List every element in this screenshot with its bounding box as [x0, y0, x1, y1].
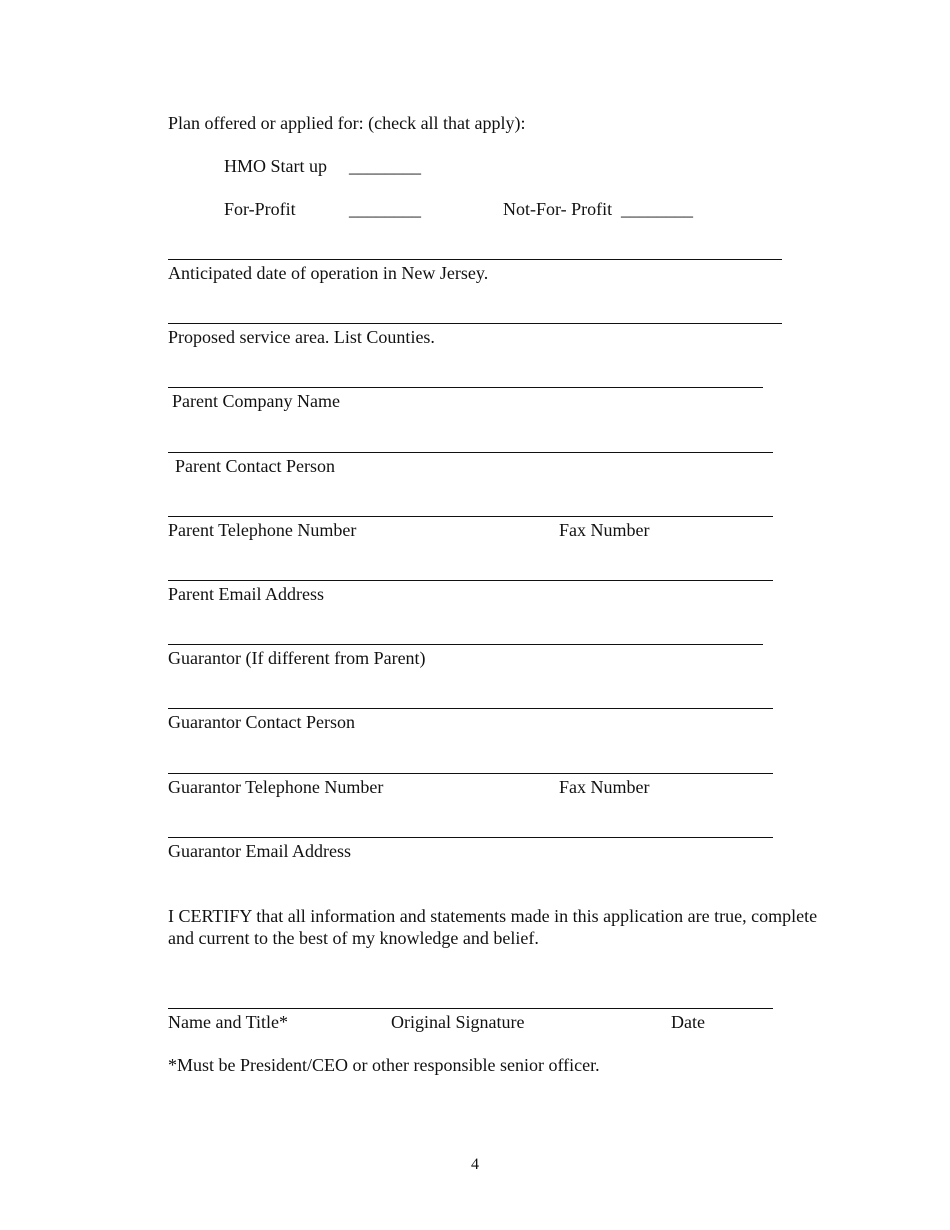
parent-email-label: Parent Email Address [168, 584, 324, 604]
parent-company-field[interactable] [168, 387, 763, 388]
anticipated-date-label: Anticipated date of operation in New Jersey. [168, 263, 489, 283]
parent-fax-label: Fax Number [559, 520, 650, 540]
parent-phone-label: Parent Telephone Number [168, 520, 357, 540]
original-signature-label: Original Signature [391, 1012, 525, 1032]
service-area-field[interactable] [168, 323, 782, 324]
parent-contact-label: Parent Contact Person [175, 456, 335, 476]
parent-contact-field[interactable] [168, 452, 773, 453]
guarantor-email-label: Guarantor Email Address [168, 841, 351, 861]
not-for-profit-label: Not-For- Profit [503, 199, 613, 219]
hmo-startup-blank[interactable]: ________ [349, 156, 421, 176]
parent-phone-field[interactable] [168, 516, 773, 517]
parent-email-field[interactable] [168, 580, 773, 581]
signature-field[interactable] [168, 1008, 773, 1009]
guarantor-label: Guarantor (If different from Parent) [168, 648, 426, 668]
page-number: 4 [471, 1156, 479, 1173]
guarantor-email-field[interactable] [168, 837, 773, 838]
hmo-startup-label: HMO Start up [224, 156, 327, 176]
for-profit-blank[interactable]: ________ [349, 199, 421, 219]
certification-statement: I CERTIFY that all information and statements made in this application are true, complete and current to the best of my knowledge and belief. [168, 906, 818, 948]
plan-heading: Plan offered or applied for: (check all that apply): [168, 113, 526, 133]
guarantor-fax-label: Fax Number [559, 777, 650, 797]
for-profit-label: For-Profit [224, 199, 296, 219]
guarantor-contact-field[interactable] [168, 708, 773, 709]
name-title-label: Name and Title* [168, 1012, 288, 1032]
guarantor-phone-label: Guarantor Telephone Number [168, 777, 384, 797]
officer-footnote: *Must be President/CEO or other responsible senior officer. [168, 1055, 600, 1075]
guarantor-phone-field[interactable] [168, 773, 773, 774]
not-for-profit-blank[interactable]: ________ [621, 199, 693, 219]
service-area-label: Proposed service area. List Counties. [168, 327, 435, 347]
guarantor-contact-label: Guarantor Contact Person [168, 712, 355, 732]
guarantor-field[interactable] [168, 644, 763, 645]
date-label: Date [671, 1012, 705, 1032]
anticipated-date-field[interactable] [168, 259, 782, 260]
parent-company-label: Parent Company Name [172, 391, 340, 411]
